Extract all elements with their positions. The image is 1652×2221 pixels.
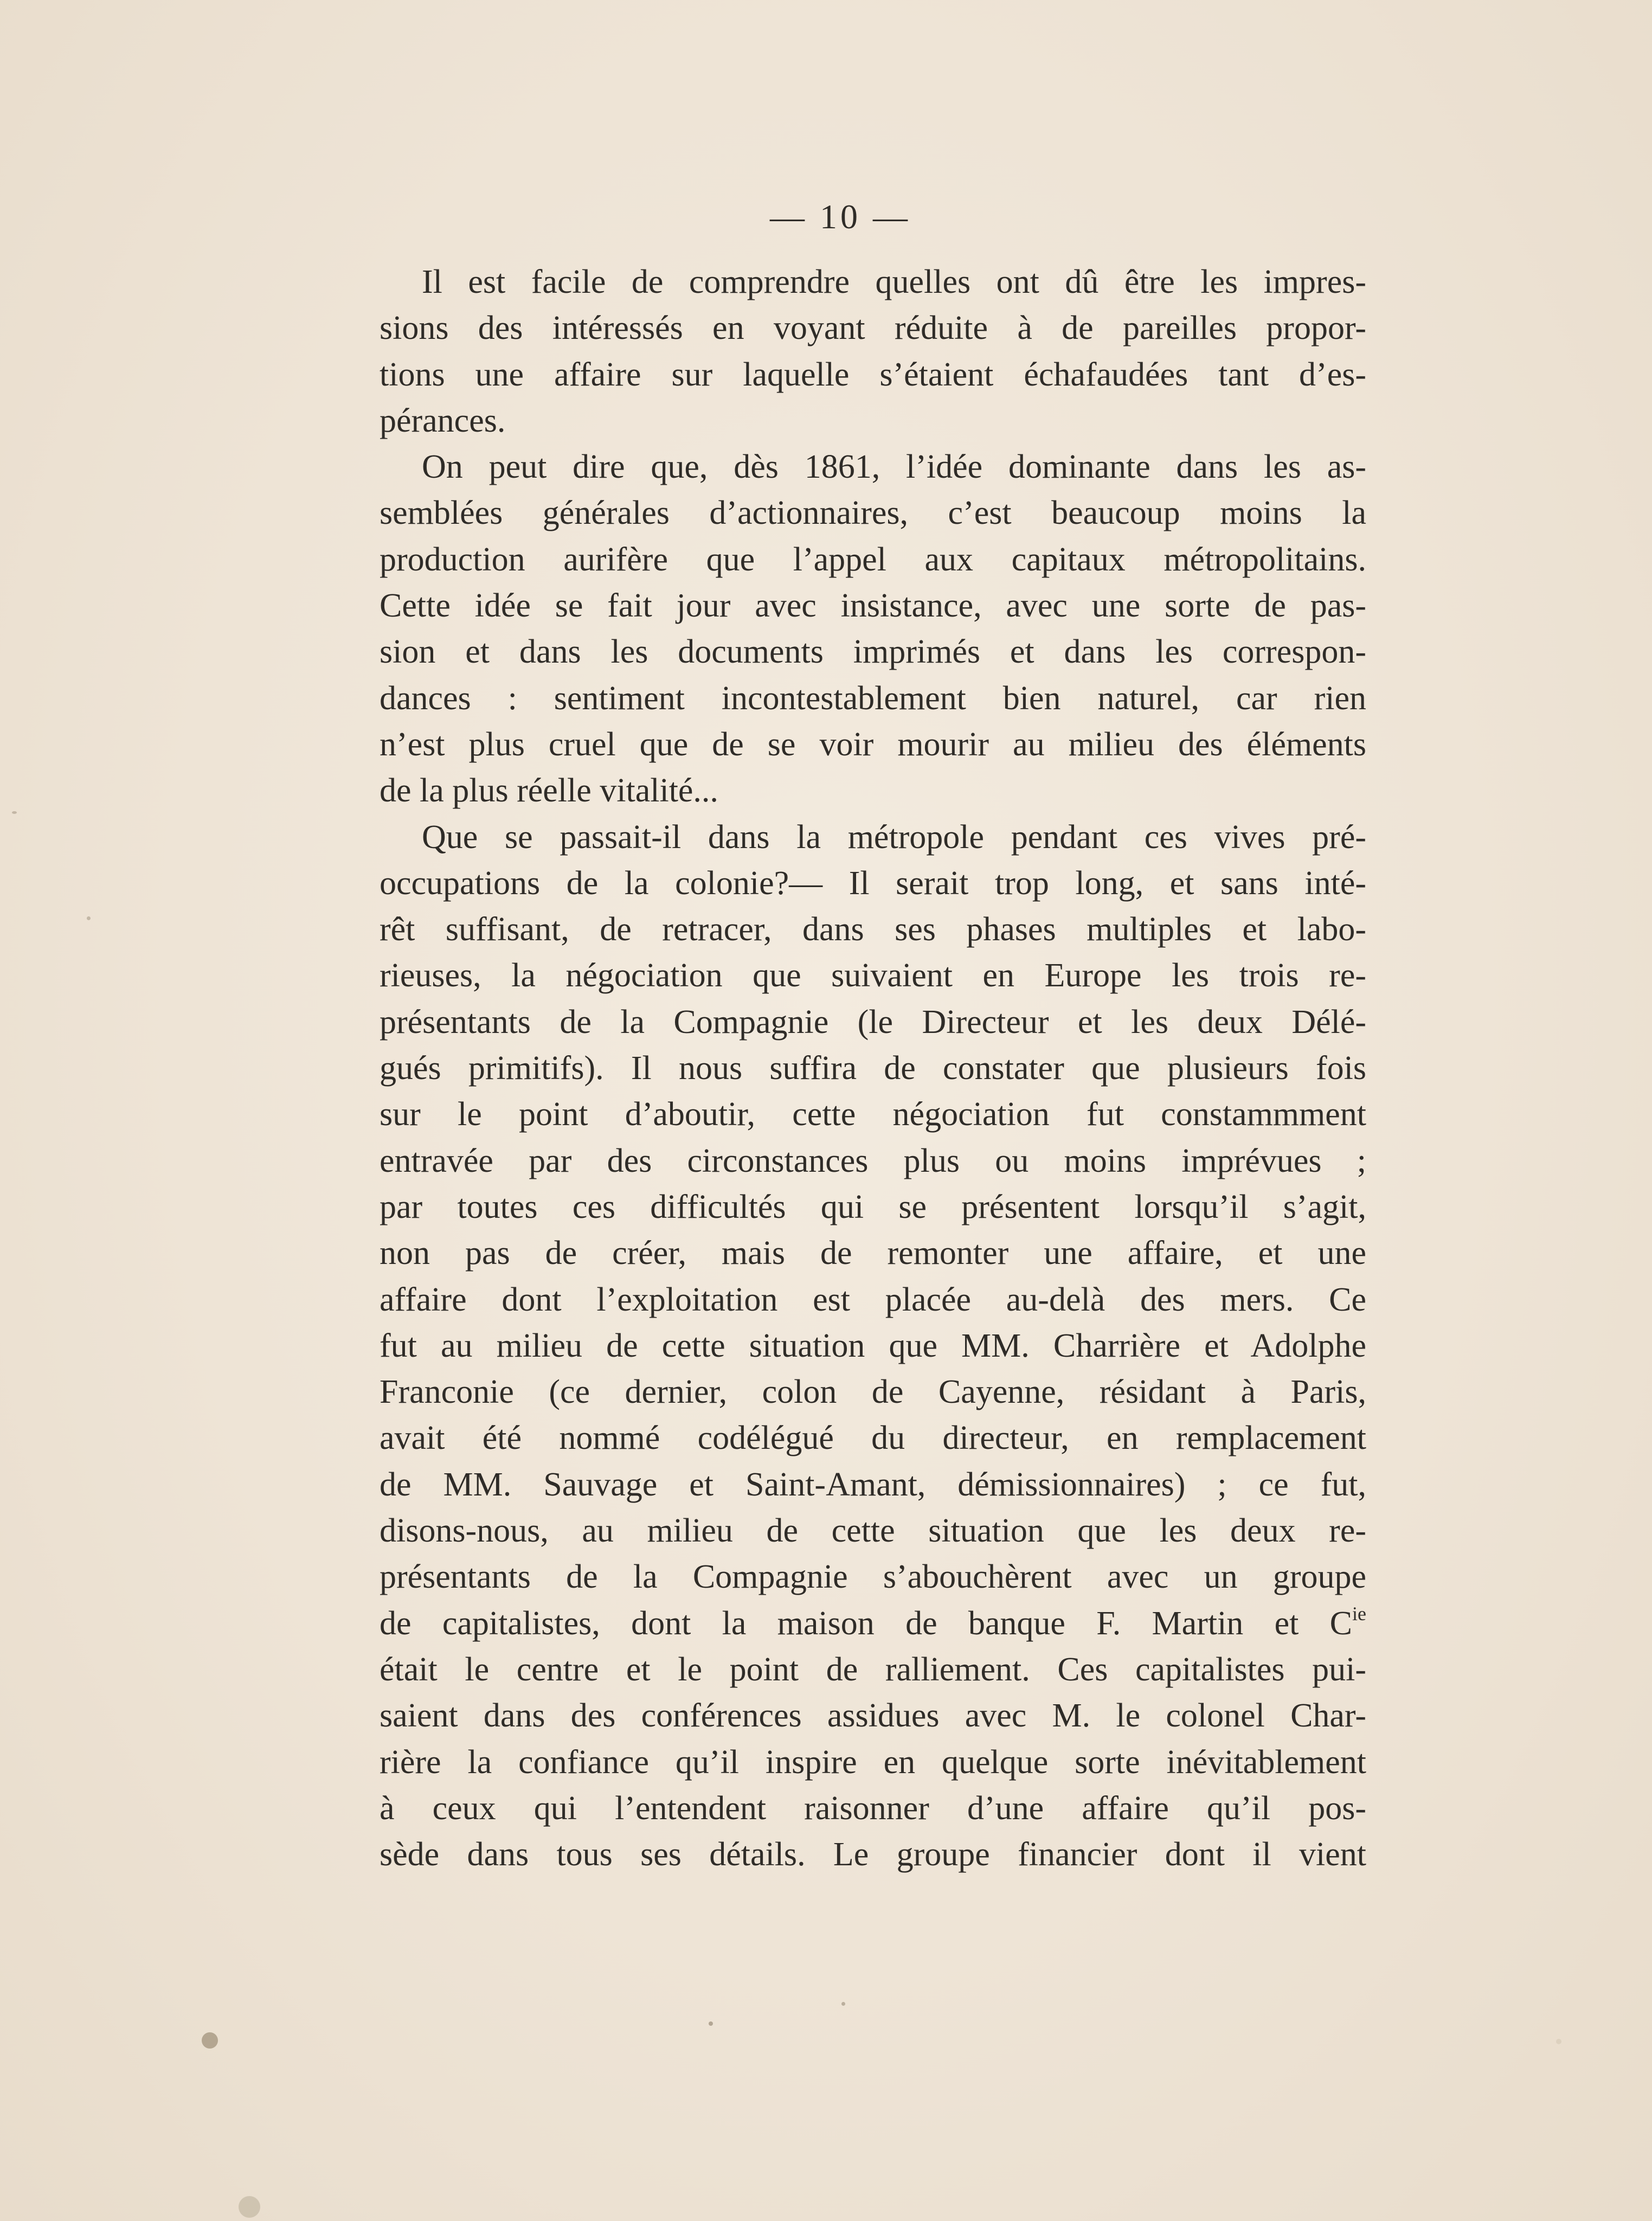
- paragraph-2-line: On peut dire que, dès 1861, l’idée dominante dans les as-: [422, 448, 1366, 486]
- paper-speck: [1556, 2039, 1561, 2044]
- paragraph-3-line: Que se passait-il dans la métropole pendant ces vives pré-: [422, 818, 1366, 856]
- paragraph-1-line: tions une affaire sur laquelle s’étaient échafaudées tant d’es-: [380, 356, 1366, 393]
- paragraph-2-line: n’est plus cruel que de se voir mourir au milieu des éléments: [380, 726, 1366, 763]
- paragraph-3-line-with-superscript: [380, 1601, 1366, 1647]
- paragraph-3-line: entravée par des circonstances plus ou moins imprévues ;: [380, 1142, 1366, 1179]
- paragraph-3-line: occupations de la colonie?— Il serait trop long, et sans inté-: [380, 864, 1366, 902]
- paragraph-3-line: de MM. Sauvage et Saint-Amant, démissionnaires) ; ce fut,: [380, 1466, 1366, 1503]
- paragraph-3-line: sur le point d’aboutir, cette négociation fut constammment: [380, 1096, 1366, 1133]
- paragraph-3-line: présentants de la Compagnie (le Directeur et les deux Délé-: [380, 1003, 1366, 1041]
- paragraph-3-line: Franconie (ce dernier, colon de Cayenne, résidant à Paris,: [380, 1373, 1366, 1411]
- paragraph-3-line: présentants de la Compagnie s’abouchèrent avec un groupe: [380, 1558, 1366, 1596]
- paragraph-1-line: sions des intéressés en voyant réduite à de pareilles propor-: [380, 310, 1366, 347]
- paragraph-3-line: disons-nous, au milieu de cette situation que les deux re-: [380, 1512, 1366, 1550]
- paper-speck: [841, 2002, 845, 2006]
- body-text: [380, 259, 1366, 1878]
- paragraph-3-line: affaire dont l’exploitation est placée au-delà des mers. Ce: [380, 1281, 1366, 1318]
- paragraph-2-line: dances : sentiment incontestablement bien naturel, car rien: [380, 679, 1366, 717]
- paper-speck: [709, 2021, 713, 2026]
- paragraph-3-line: saient dans des conférences assidues avec M. le colonel Char-: [380, 1697, 1366, 1735]
- paragraph-3-line: était le centre et le point de ralliement. Ces capitalistes pui-: [380, 1651, 1366, 1688]
- paragraph-1-line: pérances.: [380, 402, 506, 439]
- paragraph-3-line: à ceux qui l’entendent raisonner d’une affaire qu’il pos-: [380, 1789, 1366, 1827]
- page-number: — 10 —: [770, 197, 911, 236]
- paragraph-3-line-text: de capitalistes, dont la maison de banque F. Martin et C: [380, 1604, 1353, 1642]
- paragraph-3-line: rieuses, la négociation que suivaient en Europe les trois re-: [380, 957, 1366, 994]
- paragraph-2-line: Cette idée se fait jour avec insistance, avec une sorte de pas-: [380, 587, 1366, 625]
- paper-speck: [87, 916, 91, 920]
- superscript-ie: ie: [1352, 1602, 1366, 1625]
- paper-speck: [12, 811, 17, 814]
- paragraph-2-line: production aurifère que l’appel aux capitaux métropolitains.: [380, 541, 1366, 578]
- paragraph-3-line: rière la confiance qu’il inspire en quelque sorte inévitablement: [380, 1743, 1366, 1781]
- paragraph-3-line: gués primitifs). Il nous suffira de constater que plusieurs fois: [380, 1050, 1366, 1087]
- paragraph-3-line: par toutes ces difficultés qui se présentent lorsqu’il s’agit,: [380, 1188, 1366, 1225]
- paragraph-3-line: avait été nommé codélégué du directeur, en remplacement: [380, 1420, 1366, 1457]
- paper-speck: [202, 2032, 218, 2049]
- paragraph-3-line: fut au milieu de cette situation que MM. Charrière et Adolphe: [380, 1327, 1366, 1364]
- paragraph-1-line: Il est facile de comprendre quelles ont dû être les impres-: [422, 264, 1366, 300]
- paragraph-2-line: semblées générales d’actionnaires, c’est beaucoup moins la: [380, 495, 1366, 532]
- paper-speck: [239, 2196, 260, 2218]
- paragraph-2-line: sion et dans les documents imprimés et dans les correspon-: [380, 633, 1366, 671]
- paragraph-3-line: non pas de créer, mais de remonter une affaire, et une: [380, 1235, 1366, 1272]
- paragraph-3-line: rêt suffisant, de retracer, dans ses phases multiples et labo-: [380, 911, 1366, 948]
- paragraph-3-line: sède dans tous ses détails. Le groupe financier dont il vient: [380, 1836, 1366, 1873]
- paragraph-2-line: de la plus réelle vitalité...: [380, 772, 718, 810]
